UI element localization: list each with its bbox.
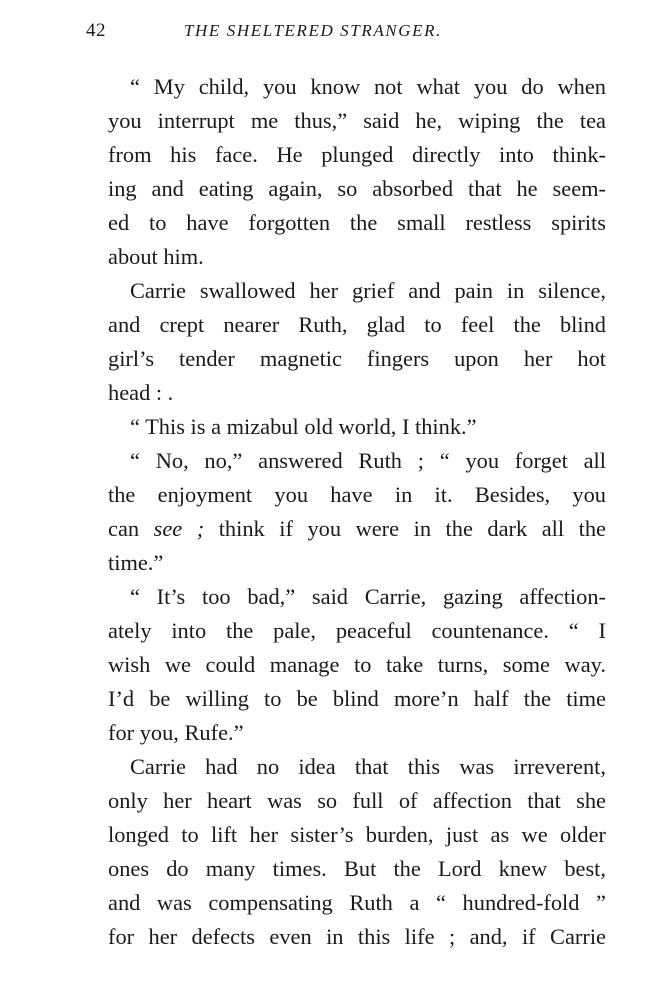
- text-line: only her heart was so full of affection that she: [108, 788, 606, 813]
- paragraph-3: [86, 410, 606, 444]
- text-segment: can: [108, 516, 154, 541]
- page-number: 42: [86, 20, 106, 41]
- text-line: girl’s tender magnetic fingers upon her hot: [108, 346, 606, 371]
- running-head: THE SHELTERED STRANGER.: [184, 21, 442, 40]
- text-line: you interrupt me thus,” said he, wiping the tea: [108, 108, 606, 133]
- text-line: Carrie had no idea that this was irreverent,: [130, 754, 606, 779]
- text-line: the enjoyment you have in it. Besides, you: [108, 482, 606, 507]
- text-line: Carrie swallowed her grief and pain in silence,: [130, 278, 606, 303]
- page-header: [86, 20, 526, 50]
- text-line: ing and eating again, so absorbed that he seem-: [108, 176, 606, 201]
- text-line: “ No, no,” answered Ruth ; “ you forget all: [130, 448, 606, 473]
- text-line: and crept nearer Ruth, glad to feel the blind: [108, 312, 606, 337]
- text-line: ately into the pale, peaceful countenance. “ I: [108, 618, 606, 643]
- text-line: “ This is a mizabul old world, I think.”: [130, 414, 477, 439]
- paragraph-1: [86, 70, 606, 274]
- text-line-with-italic: [86, 512, 606, 546]
- text-line: ones do many times. But the Lord knew best,: [108, 856, 606, 881]
- text-segment: think if you were in the dark all the: [204, 516, 606, 541]
- italic-text: see ;: [153, 516, 205, 541]
- paragraph-6: [86, 750, 606, 954]
- text-line: head : .: [108, 380, 174, 405]
- text-line: longed to lift her sister’s burden, just as we older: [108, 822, 606, 847]
- text-line: I’d be willing to be blind more’n half the time: [108, 686, 606, 711]
- paragraph-2: [86, 274, 606, 410]
- text-line: ed to have forgotten the small restless spirits: [108, 210, 606, 235]
- body-text: [86, 70, 606, 954]
- paragraph-5: [86, 580, 606, 750]
- text-line: for her defects even in this life ; and, if Carrie: [108, 924, 606, 949]
- text-line: for you, Rufe.”: [108, 720, 244, 745]
- text-line: and was compensating Ruth a “ hundred-fold ”: [108, 890, 606, 915]
- text-line: time.”: [108, 550, 164, 575]
- paragraph-4: [86, 444, 606, 580]
- text-line: from his face. He plunged directly into think-: [108, 142, 606, 167]
- text-line: wish we could manage to take turns, some way.: [108, 652, 606, 677]
- text-line: about him.: [108, 244, 204, 269]
- text-line: “ It’s too bad,” said Carrie, gazing affection-: [130, 584, 606, 609]
- text-line: “ My child, you know not what you do when: [130, 74, 606, 99]
